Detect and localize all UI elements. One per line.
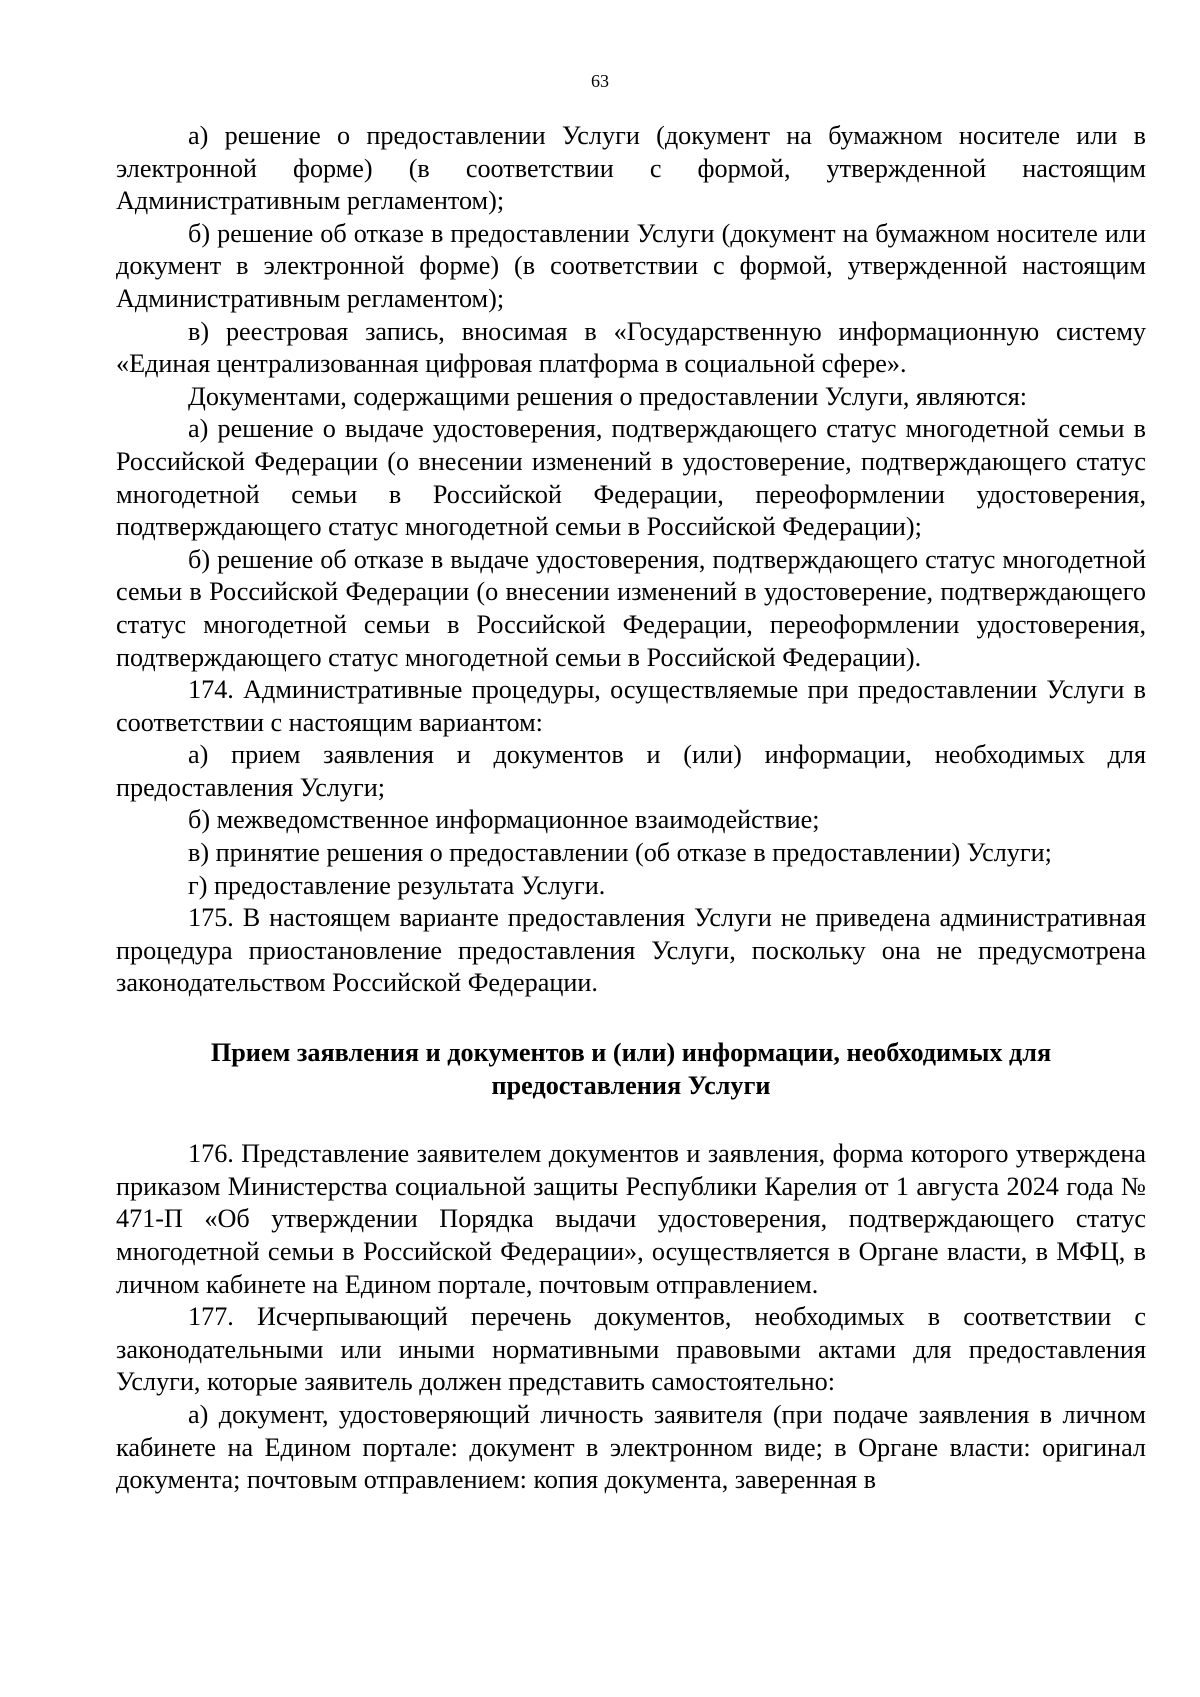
section-heading-line-1: Прием заявления и документов и (или) информации, необходимых для bbox=[210, 1038, 1052, 1068]
paragraph-177-a: а) документ, удостоверяющий личность заявителя (при подаче заявления в личном кабинете на Едином портале: документ в электронном виде; в Органе власти: оригинал документа; почтовым отправлением: копия документа, заверенная в bbox=[116, 1399, 1146, 1495]
paragraph-174-b: б) межведомственное информационное взаимодействие; bbox=[188, 805, 820, 835]
paragraph-174-d: г) предоставление результата Услуги. bbox=[188, 870, 606, 900]
paragraph-177: 177. Исчерпывающий перечень документов, необходимых в соответствии с законодательными или иными нормативными правовыми актами для предоставления Услуги, которые заявитель должен представить самостоятельно: bbox=[116, 1302, 1146, 1397]
paragraph-174: 174. Административные процедуры, осуществляемые при предоставлении Услуги в соответствии с настоящим вариантом: bbox=[116, 675, 1146, 737]
section-heading-line-2: предоставления Услуги bbox=[491, 1070, 771, 1100]
paragraph-decision-documents: Документами, содержащими решения о предоставлении Услуги, являются: bbox=[188, 381, 1028, 411]
paragraph-result-c: в) реестровая запись, вносимая в «Государственную информационную систему «Единая централизованная цифровая платформа в социальной сфере». bbox=[116, 316, 1146, 379]
paragraph-decision-a: а) решение о выдаче удостоверения, подтверждающего статус многодетной семьи в Российской Федерации (о внесении изменений в удостоверение, подтверждающего статус многодетной семьи в Российской Федерации, переоформлении удостоверения, подтверждающего статус многодетной семьи в Российской Федерации); bbox=[116, 414, 1146, 542]
page-body bbox=[116, 120, 1146, 1497]
paragraph-decision-b: б) решение об отказе в выдаче удостоверения, подтверждающего статус многодетной семьи в Российской Федерации (о внесении изменений в удостоверение, подтверждающего статус многодетной семьи в Российской Федерации, переоформлении удостоверения, подтверждающего статус многодетной семьи в Российской Федерации). bbox=[116, 544, 1146, 672]
paragraph-175: 175. В настоящем варианте предоставления Услуги не приведена административная процедура приостановление предоставления Услуги, поскольку она не предусмотрена законодательством Российской Федерации. bbox=[116, 903, 1146, 998]
paragraph-result-a: а) решение о предоставлении Услуги (документ на бумажном носителе или в электронной форме) (в соответствии с формой, утвержденной настоящим Административным регламентом); bbox=[116, 121, 1146, 216]
paragraph-174-a: а) прием заявления и документов и (или) информации, необходимых для предоставления Услуги; bbox=[116, 740, 1146, 802]
paragraph-176: 176. Представление заявителем документов и заявления, форма которого утверждена приказом Министерства социальной защиты Республики Карелия от 1 августа 2024 года № 471-П «Об утверждении Порядка выдачи удостоверения, подтверждающего статус многодетной семьи в Российской Федерации», осуществляется в Органе власти, в МФЦ, в личном кабинете на Едином портале, почтовым отправлением. bbox=[116, 1139, 1146, 1299]
page-number: 63 bbox=[591, 71, 609, 91]
paragraph-result-b: б) решение об отказе в предоставлении Услуги (документ на бумажном носителе или документ в электронной форме) (в соответствии с формой, утвержденной настоящим Административным регламентом); bbox=[116, 218, 1146, 313]
paragraph-174-c: в) принятие решения о предоставлении (об отказе в предоставлении) Услуги; bbox=[188, 838, 1052, 868]
section-heading bbox=[116, 1037, 1146, 1102]
